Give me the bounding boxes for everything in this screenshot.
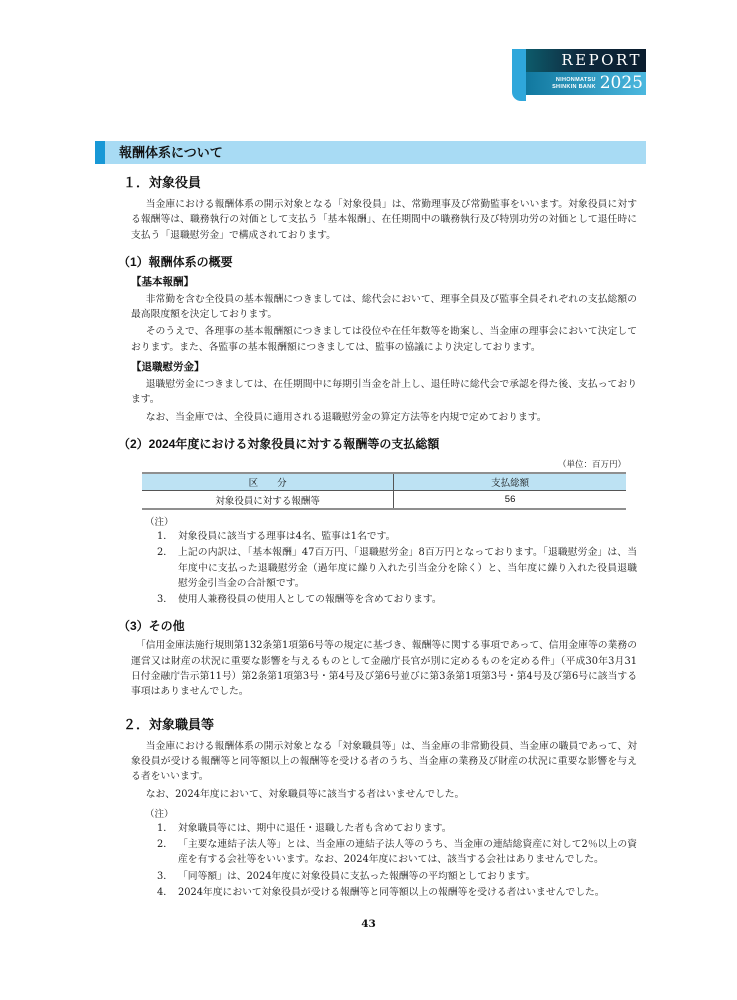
- payment-table-header-row: [142, 473, 626, 491]
- report-logo: [512, 47, 646, 103]
- note-item: [157, 545, 637, 591]
- para-employees-2: なお、2024年度において、対象職員等に該当する者はいませんでした。: [145, 788, 465, 800]
- notes-label-officers: （注）: [145, 516, 174, 528]
- bank-name-line2: SHINKIN BANK: [552, 83, 596, 90]
- table-cell-label: 対象役員に対する報酬等: [142, 491, 394, 509]
- heading-target-employees: ２．対象職員等: [123, 716, 215, 732]
- para-retirement-1: 退職慰労金につきましては、在任期間中に毎期引当金を計上し、退任時に総代会で承認を得た後、支払っております。: [131, 379, 637, 406]
- payment-table: [142, 472, 626, 510]
- logo-year: 2025: [599, 73, 643, 93]
- para-basic-remuneration-2: そのうえで、各理事の基本報酬額につきましては役位や在任年数等を勘案し、当金庫の理事会において決定しております。また、各監事の基本報酬額につきましては、監事の協議により決定しております。: [131, 326, 637, 353]
- note-text: 使用人兼務役員の使用人としての報酬等を含めております。: [178, 594, 442, 606]
- bank-name: [552, 77, 596, 90]
- logo-tab: [512, 49, 526, 101]
- heading-basic-remuneration: 【基本報酬】: [131, 275, 194, 288]
- note-item: [157, 592, 637, 607]
- para-officers-intro: 当金庫における報酬体系の開示対象となる「対象役員」は、常勤理事及び常勤監事をいいます。対象役員に対する報酬等は、職務執行の対価として支払う「基本報酬」、在任期間中の職務執行及び特別功労の対価として退任時に支払う「退職慰労金」で構成されております。: [131, 199, 637, 241]
- logo-bottom-band: [526, 72, 646, 95]
- page-content: [95, 170, 646, 901]
- unit-note: （単位：百万円）: [557, 459, 626, 470]
- heading-target-officers: １．対象役員: [123, 175, 202, 190]
- note-number: 3．: [157, 870, 174, 882]
- note-number: 4．: [157, 887, 174, 899]
- notes-label-employees: （注）: [145, 808, 174, 820]
- heading-payment-total: （2）2024年度における対象役員に対する報酬等の支払総額: [118, 436, 440, 451]
- note-text: 「同等額」は、2024年度に対象役員に支払った報酬等の平均額としております。: [178, 870, 536, 882]
- note-item: [157, 837, 637, 868]
- note-number: 2．: [157, 839, 174, 851]
- note-text: 対象役員に該当する理事は4名、監事は1名です。: [178, 530, 396, 542]
- table-header-category: 区 分: [142, 473, 394, 491]
- note-number: 1．: [157, 822, 174, 834]
- section-title-bar: [95, 141, 646, 164]
- note-text: 「主要な連結子法人等」とは、当金庫の連結子法人等のうち、当金庫の連結総資産に対して2％以上の資産を有する会社等をいいます。なお、2024年度においては、該当する会社はありませんでした。: [178, 839, 637, 866]
- para-basic-remuneration-1: 非常勤を含む全役員の基本報酬につきましては、総代会において、理事全員及び監事全員それぞれの支払総額の最高限度額を決定しております。: [131, 293, 637, 321]
- table-header-total: 支払総額: [394, 473, 626, 491]
- note-number: 2．: [157, 547, 174, 559]
- heading-retirement-benefits: 【退職慰労金】: [131, 361, 205, 374]
- note-text: 対象職員等には、期中に退任・退職した者も含めております。: [178, 822, 452, 834]
- para-retirement-2: なお、当金庫では、全役員に適用される退職慰労金の算定方法等を内規で定めております。: [145, 411, 547, 423]
- note-item: [157, 885, 637, 900]
- page-number: 43: [361, 918, 376, 930]
- note-number: 1．: [157, 530, 174, 542]
- logo-bands: [526, 49, 646, 95]
- title-accent-bar: [95, 141, 105, 164]
- para-other: 「信用金庫法施行規則第132条第1項第6号等の規定に基づき、報酬等に関する事項であって、信用金庫等の業務の運営又は財産の状況に重要な影響を与えるものとして金融庁長官が別に定めるものを定める件」（平成30年3月31日付金融庁告示第11号）第2条第1項第3号・第4号及び第6号並びに第3条第1項第3号・第4号及び第6号に該当する事項はありませんでした。: [131, 640, 637, 698]
- heading-other: （3）その他: [118, 619, 185, 634]
- payment-table-data-row: [142, 491, 626, 509]
- para-employees-1: 当金庫における報酬体系の開示対象となる「対象職員等」は、当金庫の非常勤役員、当金庫の職員であって、対象役員が受ける報酬等と同等額以上の報酬等を受ける者のうち、当金庫の業務及び財産の状況に重要な影響を与える者をいいます。: [131, 740, 637, 783]
- table-cell-value: 56: [504, 494, 516, 506]
- bank-name-line1: NIHONMATSU: [555, 77, 596, 84]
- note-item: [157, 869, 637, 884]
- note-item: [157, 821, 637, 836]
- note-text: 2024年度において対象役員が受ける報酬等と同等額以上の報酬等を受ける者はいませんでした。: [178, 887, 605, 899]
- note-text: 上記の内訳は、「基本報酬」47百万円、「退職慰労金」8百万円となっております。「退職慰労金」は、当年度中に支払った退職慰労金（過年度に繰り入れた引当金分を除く）と、当年度に繰り入れた役員退職慰労金引当金の合計額です。: [178, 547, 637, 589]
- heading-system-overview: （1）報酬体系の概要: [118, 254, 233, 269]
- note-item: [157, 529, 637, 544]
- note-number: 3．: [157, 594, 174, 606]
- logo-report-label: REPORT: [526, 49, 646, 72]
- page-title: 報酬体系について: [119, 145, 223, 160]
